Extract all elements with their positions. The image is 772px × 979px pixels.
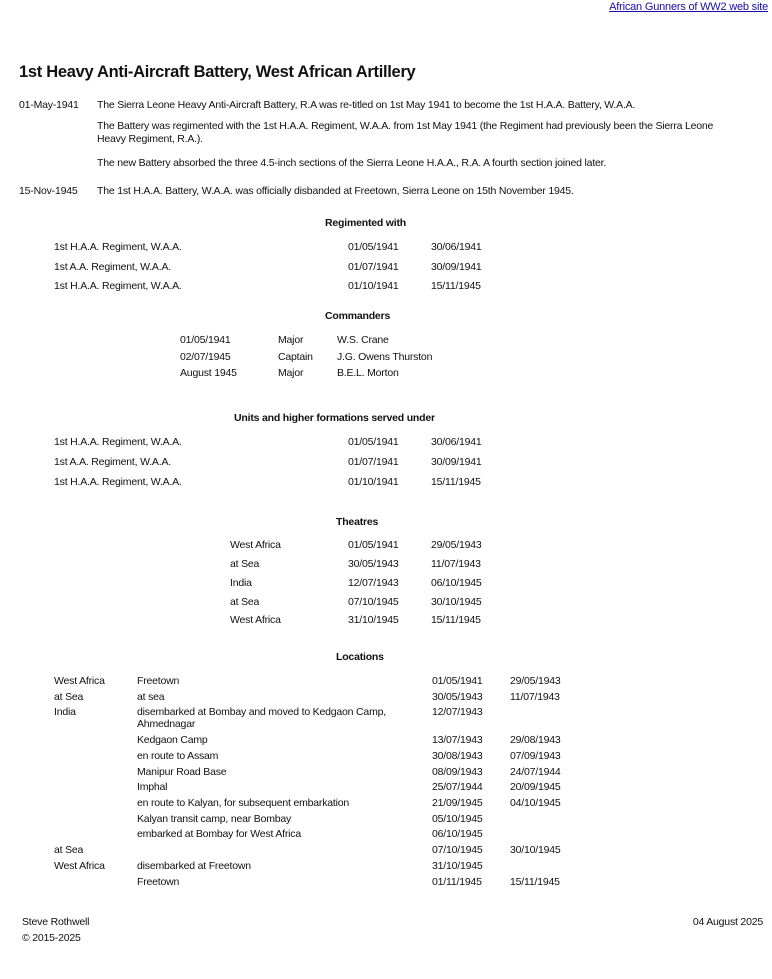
commander-name: W.S. Crane	[337, 334, 389, 346]
table-row	[0, 280, 772, 294]
commander-date: August 1945	[180, 367, 237, 379]
date-to: 11/07/1943	[510, 691, 560, 703]
table-row	[0, 351, 772, 365]
date-from: 30/08/1943	[432, 750, 483, 762]
commander-rank: Major	[278, 334, 304, 346]
date-to: 30/09/1941	[431, 456, 482, 468]
unit-name: 1st H.A.A. Regiment, W.A.A.	[54, 241, 182, 253]
place-name: embarked at Bombay for West Africa	[137, 828, 301, 840]
date-to: 06/10/1945	[431, 577, 482, 589]
date-from: 01/05/1941	[348, 539, 399, 551]
commander-date: 01/05/1941	[180, 334, 231, 346]
date-from: 07/10/1945	[348, 596, 399, 608]
section-title: Regimented with	[325, 217, 407, 229]
date-to: 30/10/1945	[510, 844, 561, 856]
page-title: 1st Heavy Anti-Aircraft Battery, West African Artillery	[19, 63, 416, 81]
table-row	[0, 334, 772, 348]
unit-name: 1st A.A. Regiment, W.A.A.	[54, 456, 171, 468]
place-name: Imphal	[137, 781, 168, 793]
theatre-name: West Africa	[54, 675, 105, 687]
place-name: at sea	[137, 691, 165, 703]
history-text: The Sierra Leone Heavy Anti-Aircraft Battery, R.A was re-titled on 1st May 1941 to become the 1st H.A.A. Battery, W.A.A.	[97, 99, 636, 111]
date-from: 01/05/1941	[348, 241, 399, 253]
place-name: en route to Assam	[137, 750, 219, 762]
date-from: 01/07/1941	[348, 261, 399, 273]
date-to: 15/11/1945	[510, 876, 560, 888]
table-row	[0, 241, 772, 255]
table-row	[0, 614, 772, 628]
date-to: 30/09/1941	[431, 261, 482, 273]
date-to: 24/07/1944	[510, 766, 561, 778]
date-from: 31/10/1945	[432, 860, 483, 872]
place-name: disembarked at Freetown	[137, 860, 251, 872]
date-to: 20/09/1945	[510, 781, 561, 793]
table-row	[0, 539, 772, 553]
history-text: The 1st H.A.A. Battery, W.A.A. was officially disbanded at Freetown, Sierra Leone on 15th November 1945.	[97, 185, 574, 197]
section-title: Units and higher formations served under	[234, 412, 435, 424]
date-to: 29/05/1943	[510, 675, 561, 687]
unit-name: 1st A.A. Regiment, W.A.A.	[54, 261, 171, 273]
unit-name: 1st H.A.A. Regiment, W.A.A.	[54, 436, 182, 448]
theatre-name: at Sea	[230, 558, 260, 570]
date-from: 30/05/1943	[348, 558, 399, 570]
footer-copyright: © 2015-2025	[22, 932, 81, 944]
history-date: 15-Nov-1945	[19, 185, 78, 197]
theatre-name: at Sea	[230, 596, 260, 608]
section-title: Locations	[336, 651, 384, 663]
date-from: 13/07/1943	[432, 734, 483, 746]
date-to: 15/11/1945	[431, 476, 481, 488]
theatre-name: West Africa	[230, 539, 281, 551]
date-from: 06/10/1945	[432, 828, 483, 840]
place-name: disembarked at Bombay and moved to Kedgaon Camp, Ahmednagar	[137, 706, 386, 730]
date-from: 01/05/1941	[348, 436, 399, 448]
table-row	[0, 456, 772, 470]
footer-date: 04 August 2025	[692, 916, 763, 928]
date-from: 12/07/1943	[432, 706, 483, 718]
date-from: 01/05/1941	[432, 675, 483, 687]
date-from: 12/07/1943	[348, 577, 399, 589]
history-text: The new Battery absorbed the three 4.5-inch sections of the Sierra Leone H.A.A., R.A. A fourth section joined later.	[97, 157, 607, 169]
theatre-name: India	[54, 706, 76, 718]
date-from: 31/10/1945	[348, 614, 399, 626]
date-from: 25/07/1944	[432, 781, 483, 793]
history-date: 01-May-1941	[19, 99, 79, 111]
date-from: 01/07/1941	[348, 456, 399, 468]
place-name: Kalyan transit camp, near Bombay	[137, 813, 292, 825]
place-name: Freetown	[137, 876, 180, 888]
commander-name: J.G. Owens Thurston	[337, 351, 433, 363]
table-row	[0, 558, 772, 572]
date-to: 30/06/1941	[431, 436, 482, 448]
unit-name: 1st H.A.A. Regiment, W.A.A.	[54, 476, 182, 488]
theatre-name: India	[230, 577, 252, 589]
date-from: 21/09/1945	[432, 797, 483, 809]
date-to: 04/10/1945	[510, 797, 561, 809]
date-from: 01/10/1941	[348, 476, 399, 488]
table-row	[0, 596, 772, 610]
place-name: Kedgaon Camp	[137, 734, 208, 746]
commander-rank: Major	[278, 367, 304, 379]
table-row	[0, 476, 772, 490]
date-from: 07/10/1945	[432, 844, 483, 856]
table-row	[0, 367, 772, 381]
place-name: en route to Kalyan, for subsequent embarkation	[137, 797, 350, 809]
place-name: Freetown	[137, 675, 180, 687]
date-to: 15/11/1945	[431, 280, 481, 292]
unit-name: 1st H.A.A. Regiment, W.A.A.	[54, 280, 182, 292]
date-from: 01/10/1941	[348, 280, 399, 292]
date-to: 15/11/1945	[431, 614, 481, 626]
theatre-name: at Sea	[54, 844, 84, 856]
place-name: Manipur Road Base	[137, 766, 227, 778]
commander-name: B.E.L. Morton	[337, 367, 399, 379]
section-title: Theatres	[336, 516, 379, 528]
date-from: 01/11/1945	[432, 876, 482, 888]
history-text: The Battery was regimented with the 1st H.A.A. Regiment, W.A.A. from 1st May 1941 (the Regiment had previously been the Sierra Leone Heavy Regiment, R.A.).	[97, 120, 714, 145]
date-from: 08/09/1943	[432, 766, 483, 778]
theatre-name: West Africa	[230, 614, 281, 626]
table-row	[0, 261, 772, 275]
date-to: 11/07/1943	[431, 558, 481, 570]
date-from: 05/10/1945	[432, 813, 483, 825]
commander-date: 02/07/1945	[180, 351, 231, 363]
table-row	[0, 577, 772, 591]
date-from: 30/05/1943	[432, 691, 483, 703]
site-home-link[interactable]: African Gunners of WW2 web site	[609, 1, 768, 13]
date-to: 29/08/1943	[510, 734, 561, 746]
theatre-name: West Africa	[54, 860, 105, 872]
date-to: 30/10/1945	[431, 596, 482, 608]
table-row	[0, 436, 772, 450]
theatre-name: at Sea	[54, 691, 84, 703]
footer-author: Steve Rothwell	[22, 916, 90, 928]
date-to: 30/06/1941	[431, 241, 482, 253]
section-title: Commanders	[325, 310, 391, 322]
date-to: 07/09/1943	[510, 750, 561, 762]
date-to: 29/05/1943	[431, 539, 482, 551]
commander-rank: Captain	[278, 351, 313, 363]
